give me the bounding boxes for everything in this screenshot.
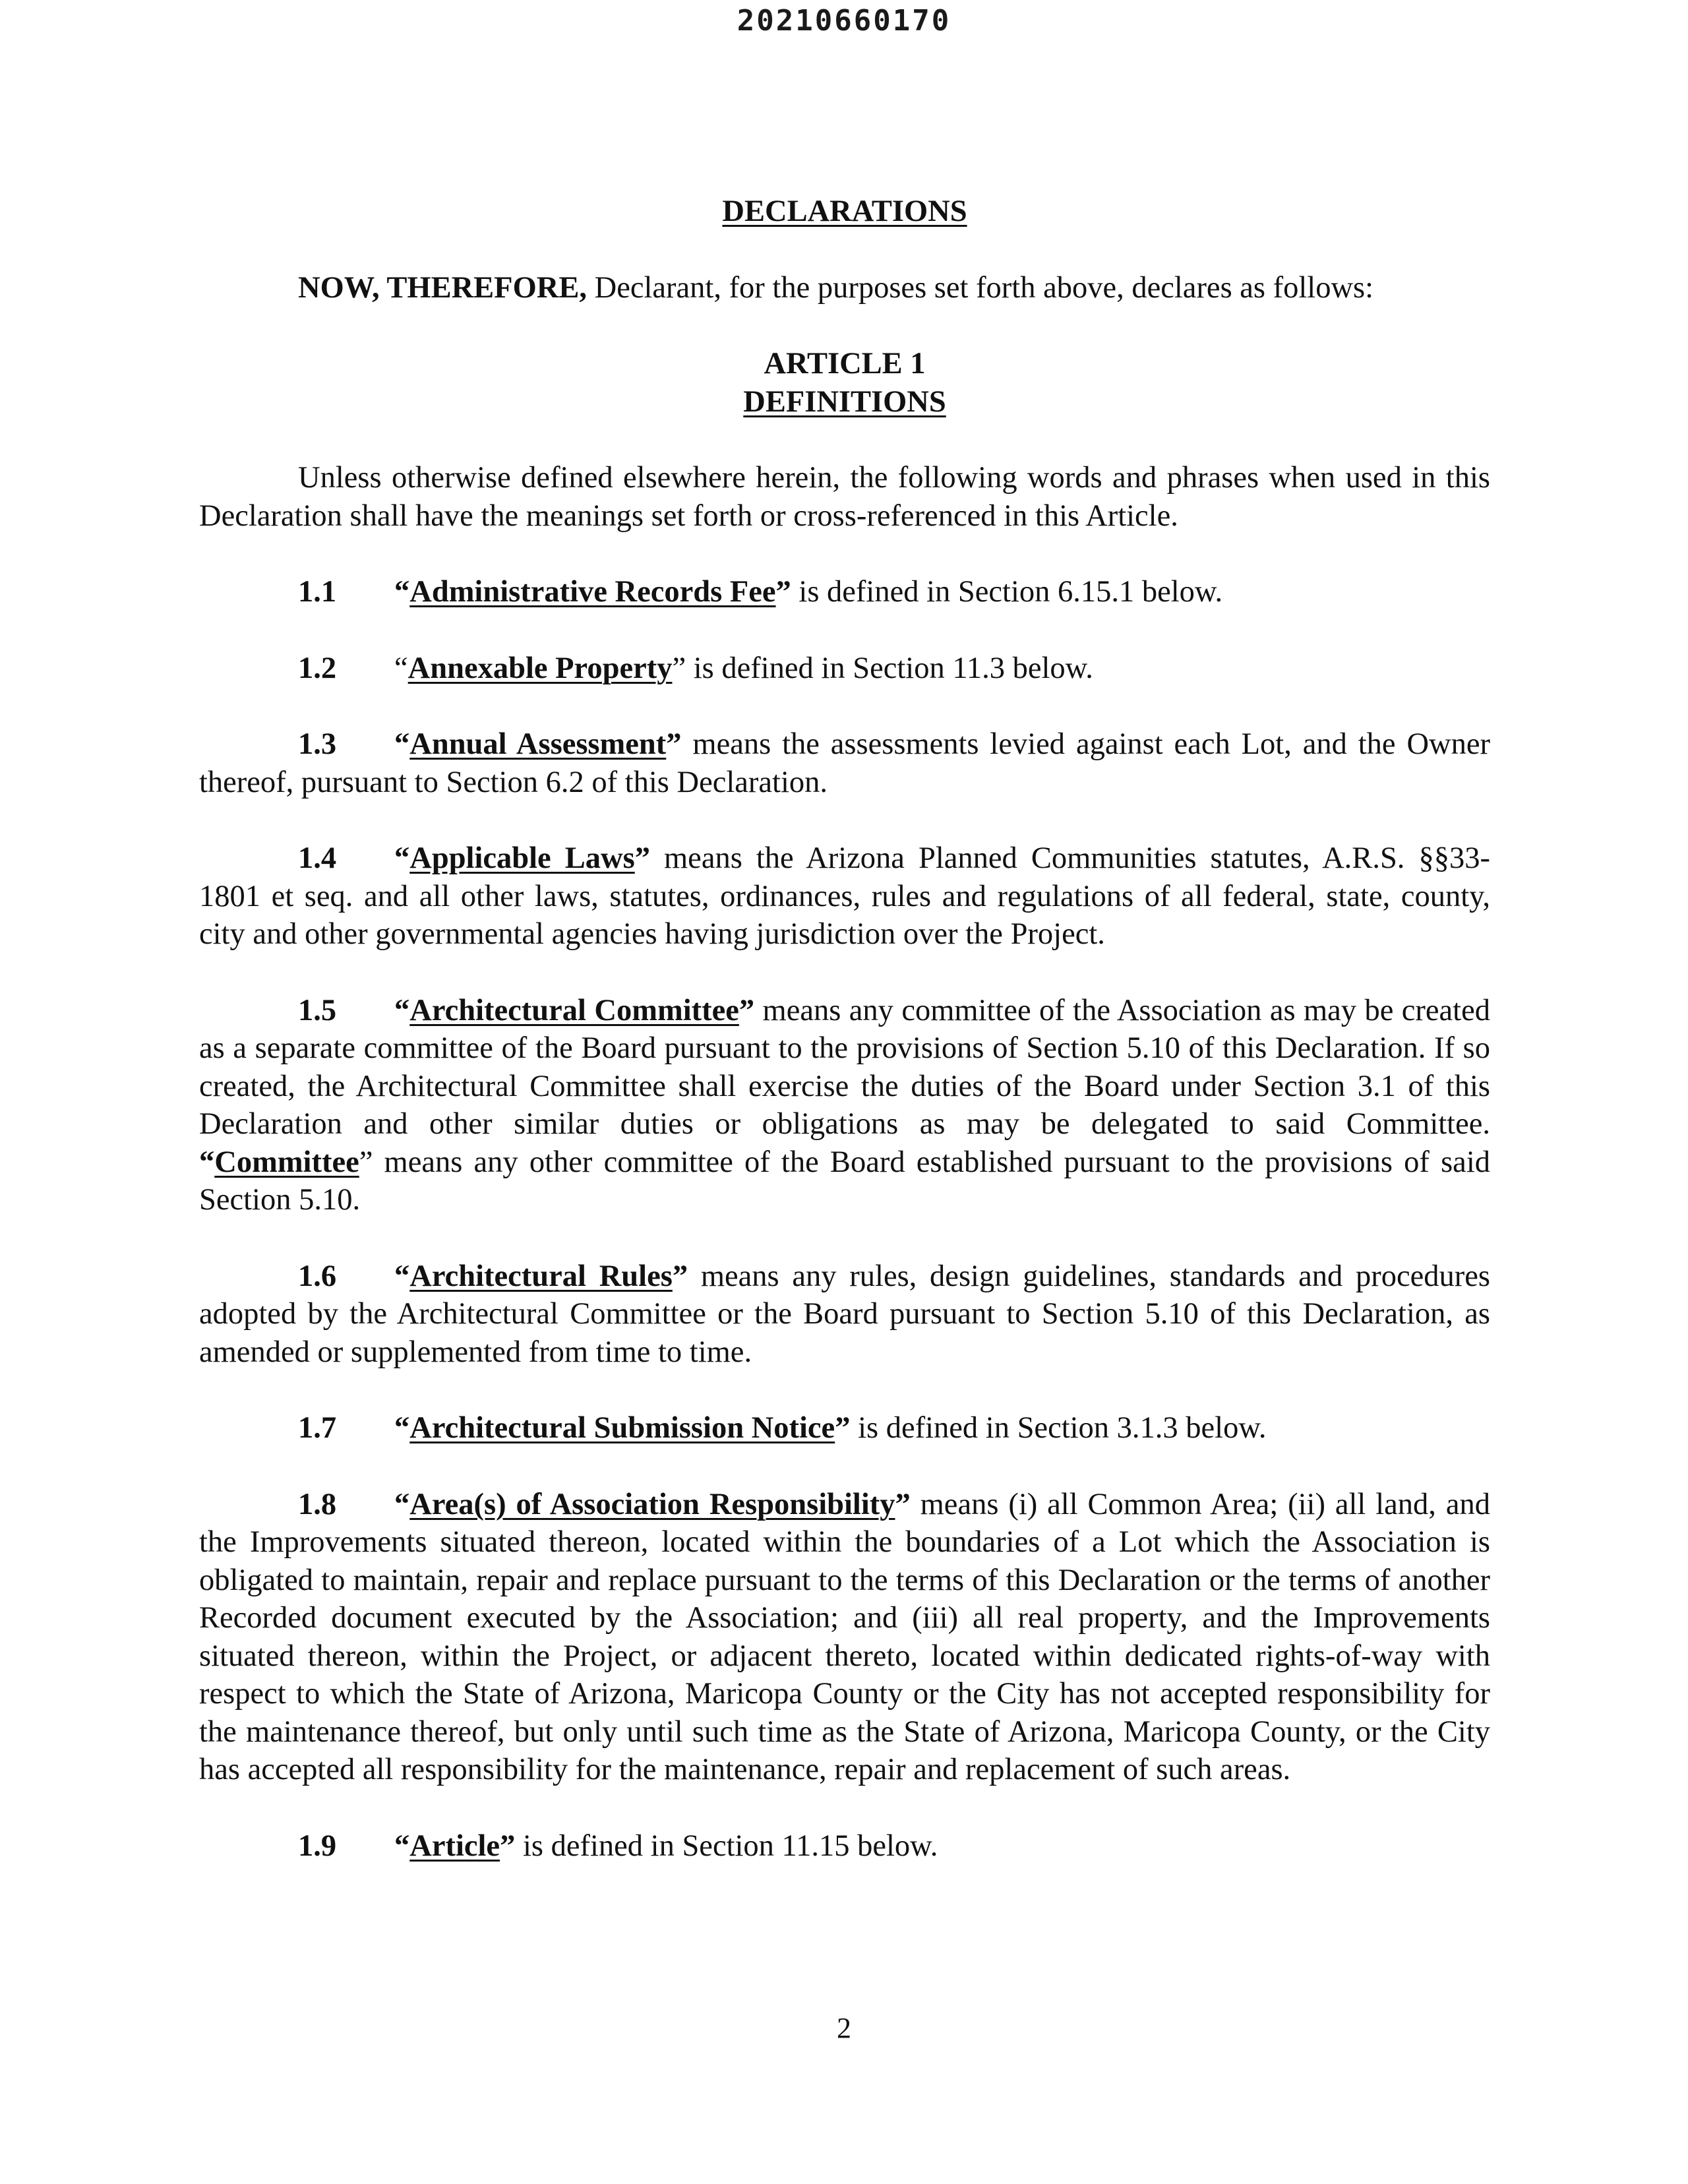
article-heading [199,345,1490,421]
open-quote: “ [394,727,410,761]
open-quote: “ [394,575,410,609]
definition-text: is defined in Section 3.1.3 below. [850,1411,1267,1445]
article-number: ARTICLE 1 [764,347,926,380]
definition-text: means any rules, design guidelines, standards and procedures adopted by the Architectural Committee or the Board pursuant to Section 5.10 of this Declaration, as amended or supplemented from time to time. [199,1259,1490,1369]
definition-text: means any other committee of the Board established pursuant to the provisions of said Section 5.10. [199,1145,1490,1217]
definition-1-1 [199,573,1490,611]
section-number: 1.3 [298,727,337,761]
open-quote: “ [394,1487,410,1521]
section-number: 1.7 [298,1411,337,1445]
open-quote: “ [394,841,410,875]
definition-1-4 [199,839,1490,954]
section-number: 1.6 [298,1259,337,1293]
defined-term: Architectural Submission Notice [409,1411,835,1445]
definition-text: means (i) all Common Area; (ii) all land, and the Improvements situated thereon, located within the boundaries of a Lot which the Association is obligated to maintain, repair and replace pursuant to the terms of this Declaration or the terms of another Recorded document executed by the Association; and (iii) all real property, and the Improvements situated thereon, within the Project, or adjacent thereto, located within dedicated rights-of-way with respect to which the State of Arizona, Maricopa County or the City has not accepted responsibility for the maintenance thereof, but only until such time as the State of Arizona, Maricopa County, or the City has accepted all responsibility for the maintenance, repair and replacement of such areas. [199,1487,1490,1786]
intro-lead: NOW, THEREFORE, [298,270,587,305]
close-quote: ” [672,1259,688,1293]
article-name: DEFINITIONS [743,384,946,419]
definition-1-7 [199,1409,1490,1447]
section-number: 1.8 [298,1487,337,1521]
open-quote: “ [199,1145,215,1179]
definition-text: means the Arizona Planned Communities statutes, A.R.S. §§33-1801 et seq. and all other laws, statutes, ordinances, rules and regulations of all federal, state, county, city and other governmental agencies having jurisdiction over the Project. [199,841,1490,951]
defined-term: Applicable Laws [409,841,635,875]
definition-1-5 [199,992,1490,1219]
close-quote: ” [895,1487,911,1521]
defined-term: Committee [214,1145,359,1179]
defined-term: Article [409,1829,500,1863]
recording-number: 20210660170 [737,4,951,38]
close-quote: ” [835,1411,851,1445]
document-body [199,193,1490,1865]
section-number: 1.4 [298,841,337,875]
close-quote: ” [634,841,650,875]
definition-1-6 [199,1258,1490,1372]
section-number: 1.9 [298,1829,337,1863]
close-quote: ” [500,1829,516,1863]
defined-term: Annexable Property [407,651,673,685]
definition-text: is defined in Section 11.3 below. [686,651,1093,685]
page-title: DECLARATIONS [722,195,967,228]
definition-text: means any committee of the Association as may be created as a separate committee of the Board pursuant to the provisions of Section 5.10 of this Declaration. If so created, the Architectural Committee shall exercise the duties of the Board under Section 3.1 of this Declaration and other similar duties or obligations as may be delegated to said Committee. [199,993,1490,1141]
defined-term: Architectural Committee [409,993,739,1027]
definition-text: is defined in Section 11.15 below. [515,1829,938,1863]
section-number: 1.2 [298,651,337,685]
close-quote: ” [738,993,755,1027]
close-quote: ” [672,651,686,685]
intro-paragraph [199,269,1490,307]
definition-text: is defined in Section 6.15.1 below. [791,575,1223,609]
definition-text: means the assessments levied against each Lot, and the Owner thereof, pursuant to Section 6.2 of this Declaration. [199,727,1491,799]
open-quote: “ [394,1829,410,1863]
open-quote: “ [394,993,410,1027]
defined-term: Annual Assessment [409,727,667,761]
definition-1-3 [199,725,1490,801]
preamble-paragraph: Unless otherwise defined elsewhere herein, the following words and phrases when used in this Declaration shall have the meanings set forth or cross-referenced in this Article. [199,461,1490,533]
open-quote: “ [394,1259,410,1293]
defined-term: Area(s) of Association Responsibility [409,1487,895,1521]
declarations-heading [199,193,1490,231]
defined-term: Architectural Rules [409,1259,673,1293]
open-quote: “ [394,1411,410,1445]
section-number: 1.1 [298,575,337,609]
definition-1-8 [199,1486,1490,1789]
close-quote: ” [666,727,682,761]
page-number: 2 [837,2012,851,2044]
intro-text: Declarant, for the purposes set forth above, declares as follows: [586,270,1374,305]
close-quote: ” [359,1145,373,1179]
definition-1-2 [199,650,1490,688]
close-quote: ” [775,575,791,609]
defined-term: Administrative Records Fee [409,575,776,609]
open-quote: “ [394,651,408,685]
section-number: 1.5 [298,993,337,1027]
definition-1-9 [199,1827,1490,1866]
